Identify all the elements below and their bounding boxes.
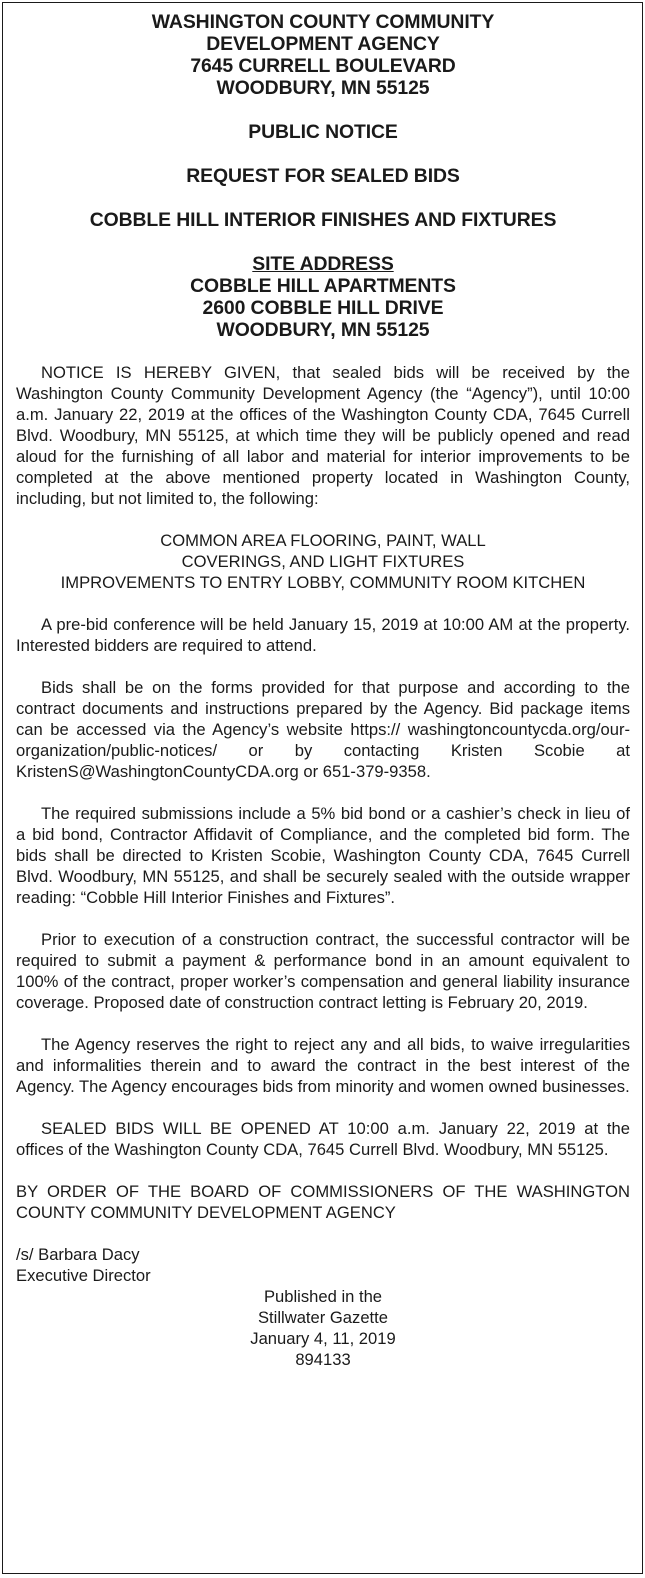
scope-line: COVERINGS, AND LIGHT FIXTURES	[181, 552, 465, 571]
signature-block	[16, 1244, 630, 1286]
contract-paragraph: Prior to execution of a construction contract, the successful contractor will be required to submit a payment & performance bond in an amount equivalent to 100% of the contract, proper worker’s compensation and general liability insurance coverage. Proposed date of construction contract letting is February 20, 2019.	[16, 930, 630, 1012]
notice-header	[16, 11, 630, 341]
scope-list	[16, 530, 630, 593]
opening-paragraph: SEALED BIDS WILL BE OPENED AT 10:00 a.m. January 22, 2019 at the offices of the Washington County CDA, 7645 Currell Blvd. Woodbury, MN 55125.	[16, 1119, 630, 1159]
agency-street: 7645 CURRELL BOULEVARD	[190, 55, 456, 77]
rights-paragraph: The Agency reserves the right to reject any and all bids, to waive irregularities and informalities therein and to award the contract in the best interest of the Agency. The Agency encourages bids from minority and women owned businesses.	[16, 1035, 630, 1096]
agency-name-line-1: WASHINGTON COUNTY COMMUNITY	[151, 11, 495, 33]
site-city: WOODBURY, MN 55125	[216, 319, 430, 341]
publication-dates: January 4, 11, 2019	[250, 1329, 396, 1348]
public-notice	[2, 2, 643, 1574]
project-title: COBBLE HILL INTERIOR FINISHES AND FIXTURES	[89, 209, 557, 231]
intro-paragraph: NOTICE IS HEREBY GIVEN, that sealed bids will be received by the Washington County Community Development Agency (the “Agency”), until 10:00 a.m. January 22, 2019 at the offices of the Washington County CDA, 7645 Currell Blvd. Woodbury, MN 55125, at which time they will be publicly opened and read aloud for the furnishing of all labor and material for interior improvements to be completed at the above mentioned property located in Washington County, including, but not limited to, the following:	[16, 363, 630, 508]
board-order: BY ORDER OF THE BOARD OF COMMISSIONERS OF THE WASHINGTON COUNTY COMMUNITY DEVELOPMENT AGENCY	[16, 1182, 630, 1222]
site-street: 2600 COBBLE HILL DRIVE	[202, 297, 444, 319]
site-address-label: SITE ADDRESS	[252, 253, 394, 275]
agency-city: WOODBURY, MN 55125	[216, 77, 430, 99]
prebid-paragraph: A pre-bid conference will be held January 15, 2019 at 10:00 AM at the property. Interested bidders are required to attend.	[16, 615, 630, 655]
publication-name: Stillwater Gazette	[257, 1308, 389, 1327]
signatory-title: Executive Director	[16, 1266, 151, 1285]
published-in-label: Published in the	[263, 1287, 383, 1306]
notice-number: 894133	[295, 1350, 351, 1369]
agency-name-line-2: DEVELOPMENT AGENCY	[206, 33, 440, 55]
publication-info	[16, 1286, 630, 1370]
forms-paragraph: Bids shall be on the forms provided for that purpose and according to the contract documents and instructions prepared by the Agency. Bid package items can be accessed via the Agency’s website https:// washingtoncountycda.org/our-organization/public-notices/ or by contacting Kristen Scobie at KristenS@WashingtonCountyCDA.org or 651-379-9358.	[16, 678, 630, 781]
signatory-name: /s/ Barbara Dacy	[16, 1245, 140, 1264]
notice-type: PUBLIC NOTICE	[248, 121, 398, 143]
notice-request: REQUEST FOR SEALED BIDS	[186, 165, 460, 187]
site-name: COBBLE HILL APARTMENTS	[190, 275, 456, 297]
scope-line: COMMON AREA FLOORING, PAINT, WALL	[160, 531, 486, 550]
submissions-paragraph: The required submissions include a 5% bid bond or a cashier’s check in lieu of a bid bond, Contractor Affidavit of Compliance, and the completed bid form. The bids shall be directed to Kristen Scobie, Washington County CDA, 7645 Currell Blvd. Woodbury, MN 55125, and shall be securely sealed with the outside wrapper reading: “Cobble Hill Interior Finishes and Fixtures”.	[16, 804, 630, 907]
scope-line: IMPROVEMENTS TO ENTRY LOBBY, COMMUNITY ROOM KITCHEN	[60, 573, 586, 592]
